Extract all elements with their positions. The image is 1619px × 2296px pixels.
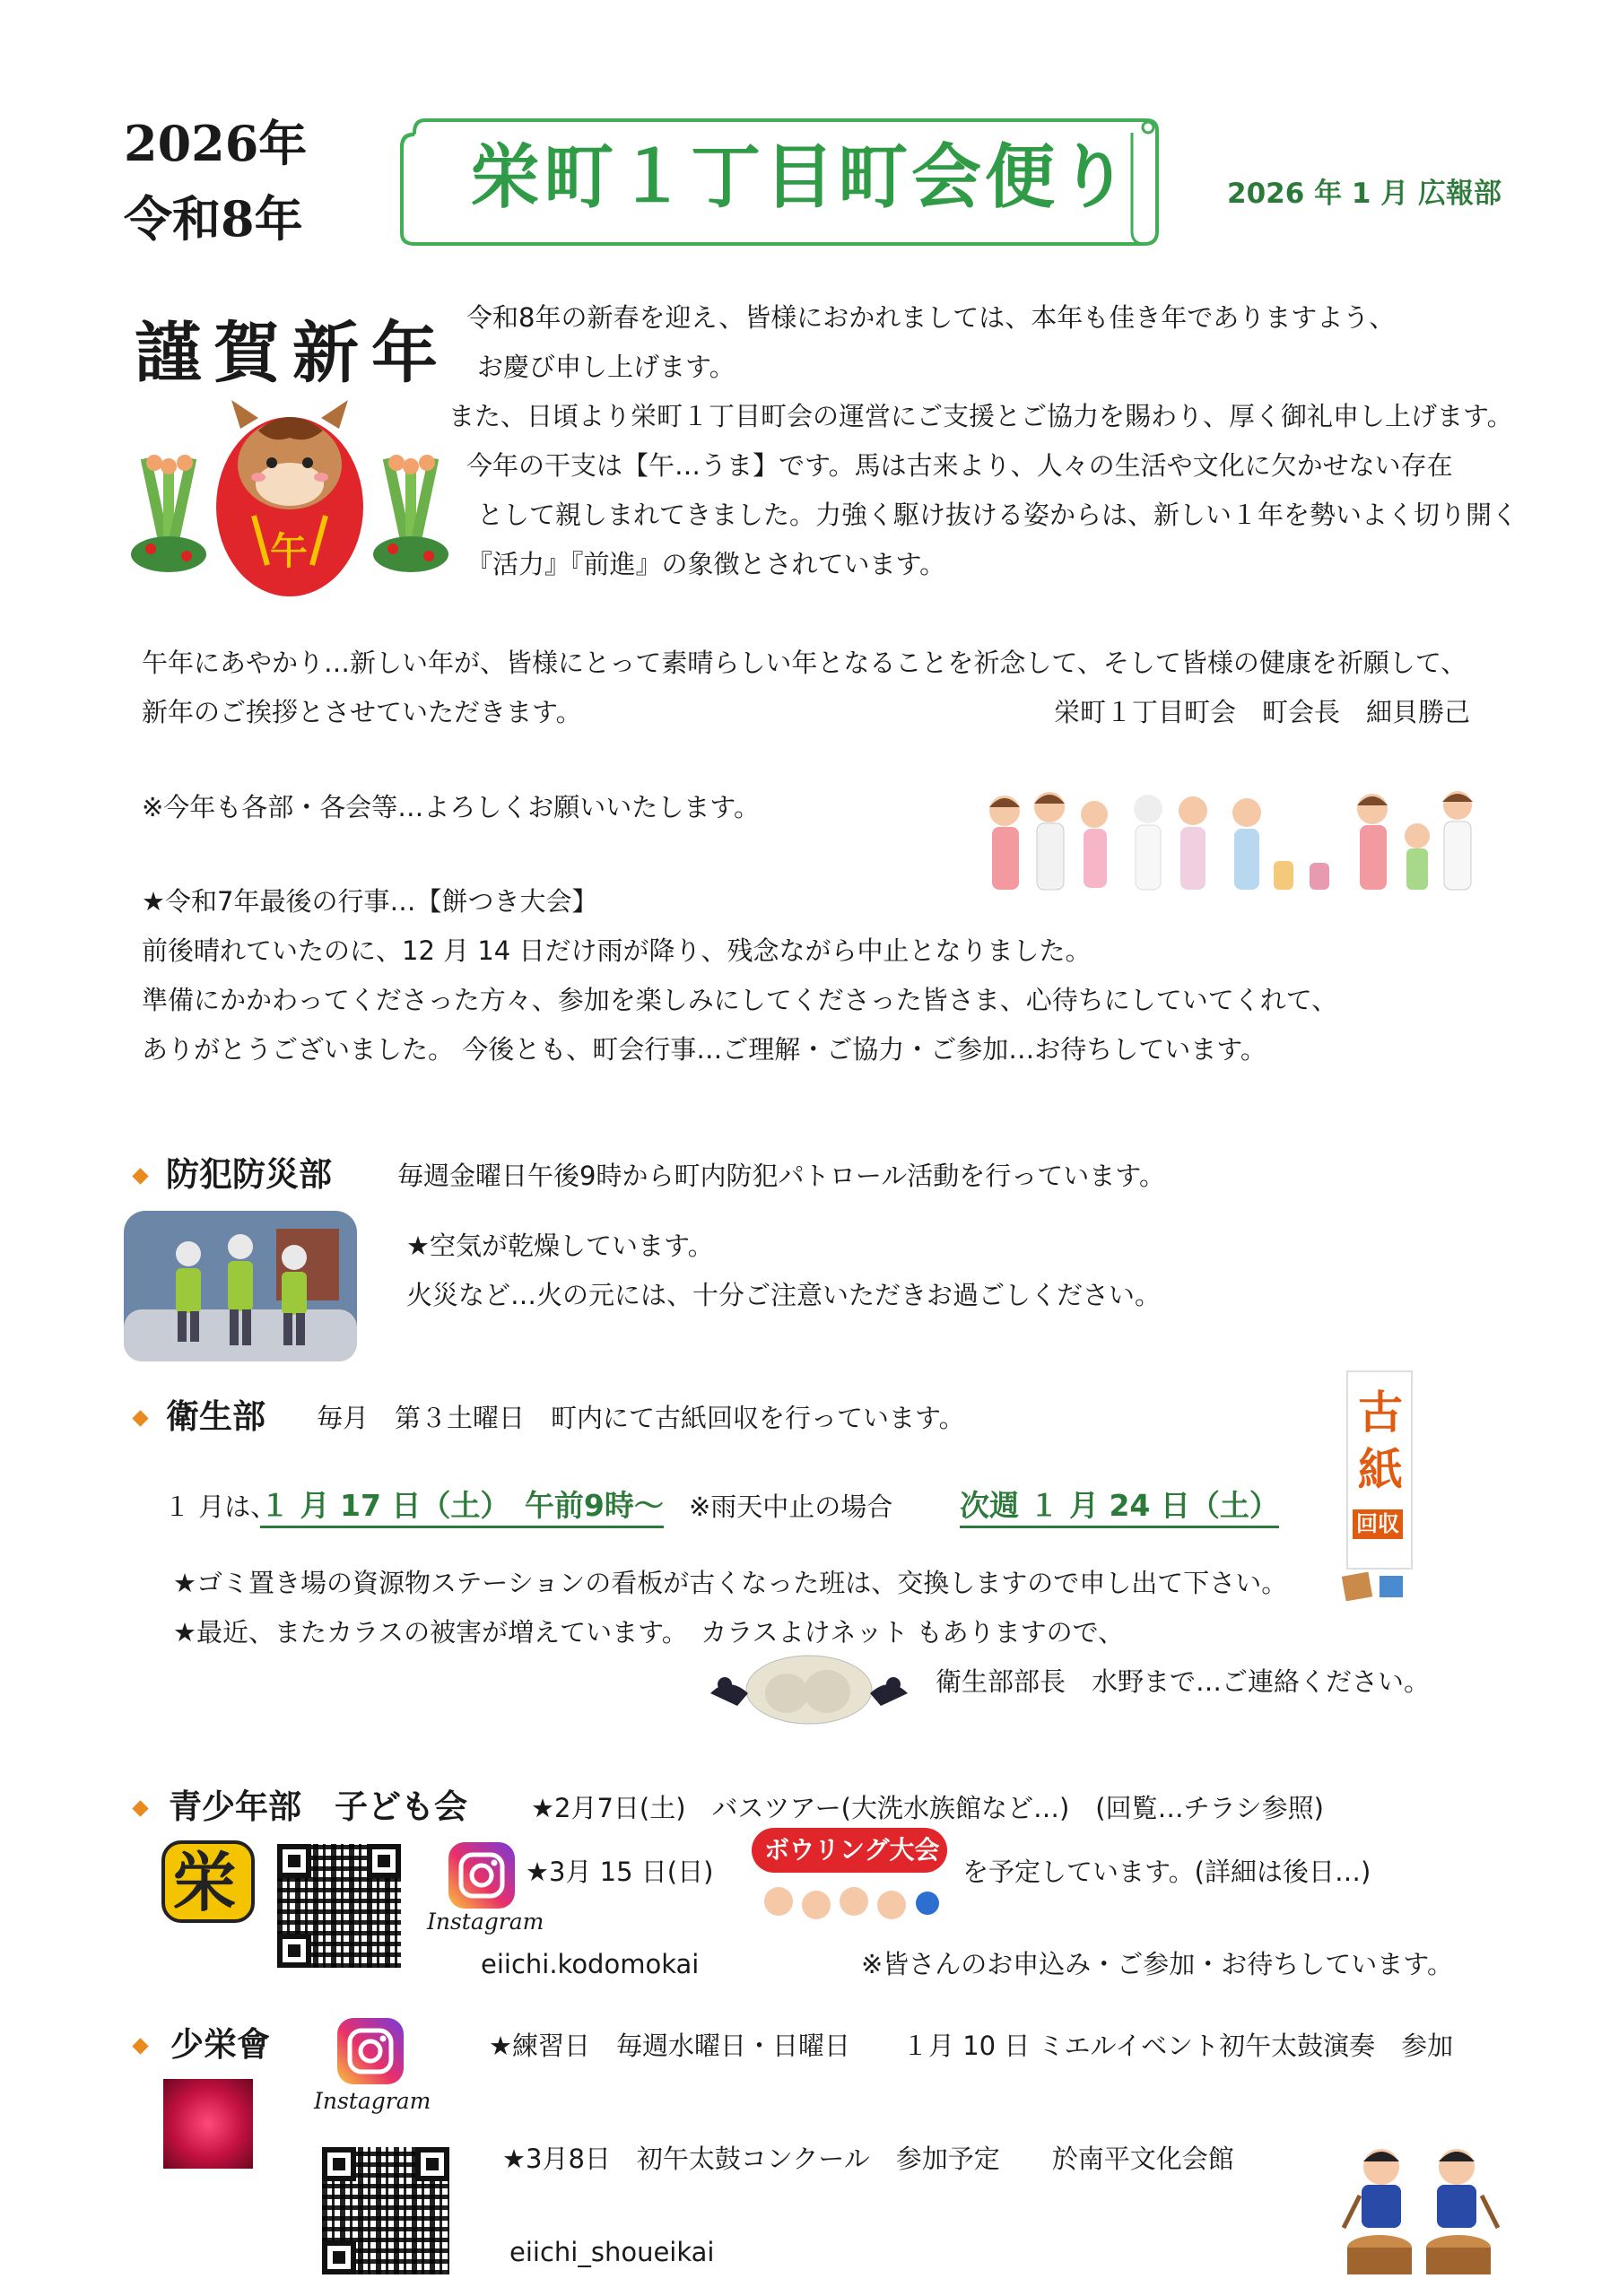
shoei-title: 少栄會 xyxy=(170,2025,270,2064)
greeting-closing-1: 午年にあやかり…新しい年が、皆様にとって素晴らしい年となることを祈念して、そして皆様の健康を祈願して、 xyxy=(142,648,1467,678)
shoei-photo xyxy=(163,2079,253,2169)
youth-event-2-suffix: を予定しています。(詳細は後日…) xyxy=(962,1857,1371,1887)
youth-apply-note: ※皆さんのお申込み・ご参加・お待ちしています。 xyxy=(861,1949,1453,1979)
bouhan-desc: 毎週金曜日午後9時から町内防犯パトロール活動を行っています。 xyxy=(397,1161,1165,1191)
mochi-line-2: 準備にかかわってくださった方々、参加を楽しみにしてくださった皆さま、心待ちにしていてくれて、 xyxy=(142,985,1338,1015)
taiko-drum-icon xyxy=(1335,2142,1505,2276)
request-note: ※今年も各部・各会等…よろしくお願いいたします。 xyxy=(142,792,760,822)
youth-handle: eiichi.kodomokai xyxy=(481,1949,700,1979)
taiko-drummers-illustration xyxy=(1335,2142,1505,2276)
year-japanese: 令和8年 xyxy=(124,190,303,248)
bowling-label: ボウリング大会 xyxy=(764,1835,940,1865)
chairman-signature: 栄町１丁目町会 町会長 細貝勝己 xyxy=(1054,697,1471,727)
sign-char-1: 古 xyxy=(1358,1387,1403,1439)
eisei-title: 衛生部 xyxy=(166,1397,265,1436)
shoei-qr-code[interactable] xyxy=(318,2144,453,2278)
sign-char-2: 紙 xyxy=(1358,1444,1403,1496)
greeting-line-5: として親しまれてきました。力強く駆け抜ける姿からは、新しい１年を勢いよく切り開く xyxy=(477,500,1519,530)
bouhan-note-2: 火災など…火の元には、十分ご注意いただきお過ごしください。 xyxy=(406,1280,1162,1310)
greeting-line-1: 令和8年の新春を迎え、皆様におかれましては、本年も佳き年でありますよう、 xyxy=(466,302,1396,333)
mochi-line-1: 前後晴れていたのに、12 月 14 日だけ雨が降り、残念ながら中止となりました。 xyxy=(142,935,1092,966)
newsletter-title: 栄町１丁目町会便り xyxy=(470,137,1133,218)
section-bullet-icon xyxy=(132,2038,148,2054)
issue-date: 2026 年 1 月 広報部 xyxy=(1227,178,1502,210)
greeting-heading: 謹賀新年 xyxy=(135,315,450,392)
greeting-line-2: お慶び申し上げます。 xyxy=(477,352,736,382)
bowling-badge xyxy=(752,1828,949,1926)
greeting-closing-2: 新年のご挨拶とさせていただきます。 xyxy=(142,697,582,727)
sign-char-3: 回収 xyxy=(1353,1509,1403,1539)
greeting-line-3: また、日頃より栄町１丁目町会の運営にご支援とご協力を賜わり、厚く御礼申し上げます。 xyxy=(448,401,1513,431)
eisei-note-2: ★最近、またカラスの被害が増えています。 カラスよけネット もありますので、 xyxy=(173,1617,1125,1648)
year-western: 2026年 xyxy=(124,115,308,172)
eisei-rain-date: 次週 １ 月 24 日（土） xyxy=(960,1488,1279,1528)
people-group-icon xyxy=(978,789,1498,906)
youth-instagram-label: Instagram xyxy=(427,1909,544,1935)
daruma-illustration xyxy=(124,395,456,601)
section-bullet-icon xyxy=(132,1410,148,1426)
section-bullet-icon xyxy=(132,1168,148,1184)
shoei-contest: ★3月8日 初午太鼓コンクール 参加予定 於南平文化会館 xyxy=(502,2144,1234,2174)
patrol-illustration xyxy=(124,1211,357,1361)
instagram-icon xyxy=(335,2016,405,2086)
kosi-sign-illustration xyxy=(1340,1368,1419,1601)
daruma-label: 午 xyxy=(270,529,309,573)
youth-instagram-icon[interactable] xyxy=(447,1840,517,1910)
eisei-rain-note: ※雨天中止の場合 xyxy=(689,1492,893,1522)
patrol-team-icon xyxy=(124,1211,357,1361)
community-people-illustration xyxy=(978,789,1498,906)
sakae-logo xyxy=(160,1837,258,1926)
shoei-handle: eiichi_shoueikai xyxy=(509,2237,715,2267)
greeting-line-6: 『活力』『前進』の象徴とされています。 xyxy=(466,549,946,579)
section-bullet-icon xyxy=(132,1800,148,1816)
shoei-instagram-label: Instagram xyxy=(314,2088,431,2114)
youth-event-1: ★2月7日(土) バスツアー(大洗水族館など…) (回覧…チラシ参照) xyxy=(531,1793,1324,1823)
logo-char: 栄 xyxy=(172,1845,238,1920)
shoei-practice: ★練習日 毎週水曜日・日曜日 １月 10 日 ミエルイベント初午太鼓演奏 参加 xyxy=(489,2031,1454,2061)
bouhan-note-1: ★空気が乾燥しています。 xyxy=(406,1231,714,1261)
eisei-contact: 衛生部部長 水野まで…ご連絡ください。 xyxy=(936,1666,1431,1697)
crow-net-illustration xyxy=(701,1631,917,1729)
greeting-line-4: 今年の干支は【午…うま】です。馬は古来より、人々の生活や文化に欠かせない存在 xyxy=(466,450,1453,481)
eisei-jan-date: １ 月 17 日（土） 午前9時～ xyxy=(260,1488,664,1528)
youth-title: 青少年部 子ども会 xyxy=(169,1787,467,1826)
mochi-line-3: ありがとうございました。 今後とも、町会行事…ご理解・ご協力・ご参加…お待ちしています。 xyxy=(142,1034,1266,1065)
title-scroll xyxy=(395,115,1164,249)
eisei-note-1: ★ゴミ置き場の資源物ステーションの看板が古くなった班は、交換しますので申し出て下さい。 xyxy=(173,1568,1288,1598)
bouhan-title: 防犯防災部 xyxy=(166,1155,332,1194)
youth-event-2: ★3月 15 日(日) xyxy=(526,1857,714,1887)
shoei-instagram-icon[interactable] xyxy=(335,2016,405,2086)
instagram-icon xyxy=(447,1840,517,1910)
eisei-jan-prefix: １ 月は、 xyxy=(164,1492,277,1522)
youth-qr-code[interactable] xyxy=(274,1840,405,1971)
eisei-desc: 毎月 第３土曜日 町内にて古紙回収を行っています。 xyxy=(317,1403,965,1433)
mochi-heading: ★令和7年最後の行事…【餅つき大会】 xyxy=(142,886,598,917)
crow-net-icon xyxy=(701,1631,917,1729)
